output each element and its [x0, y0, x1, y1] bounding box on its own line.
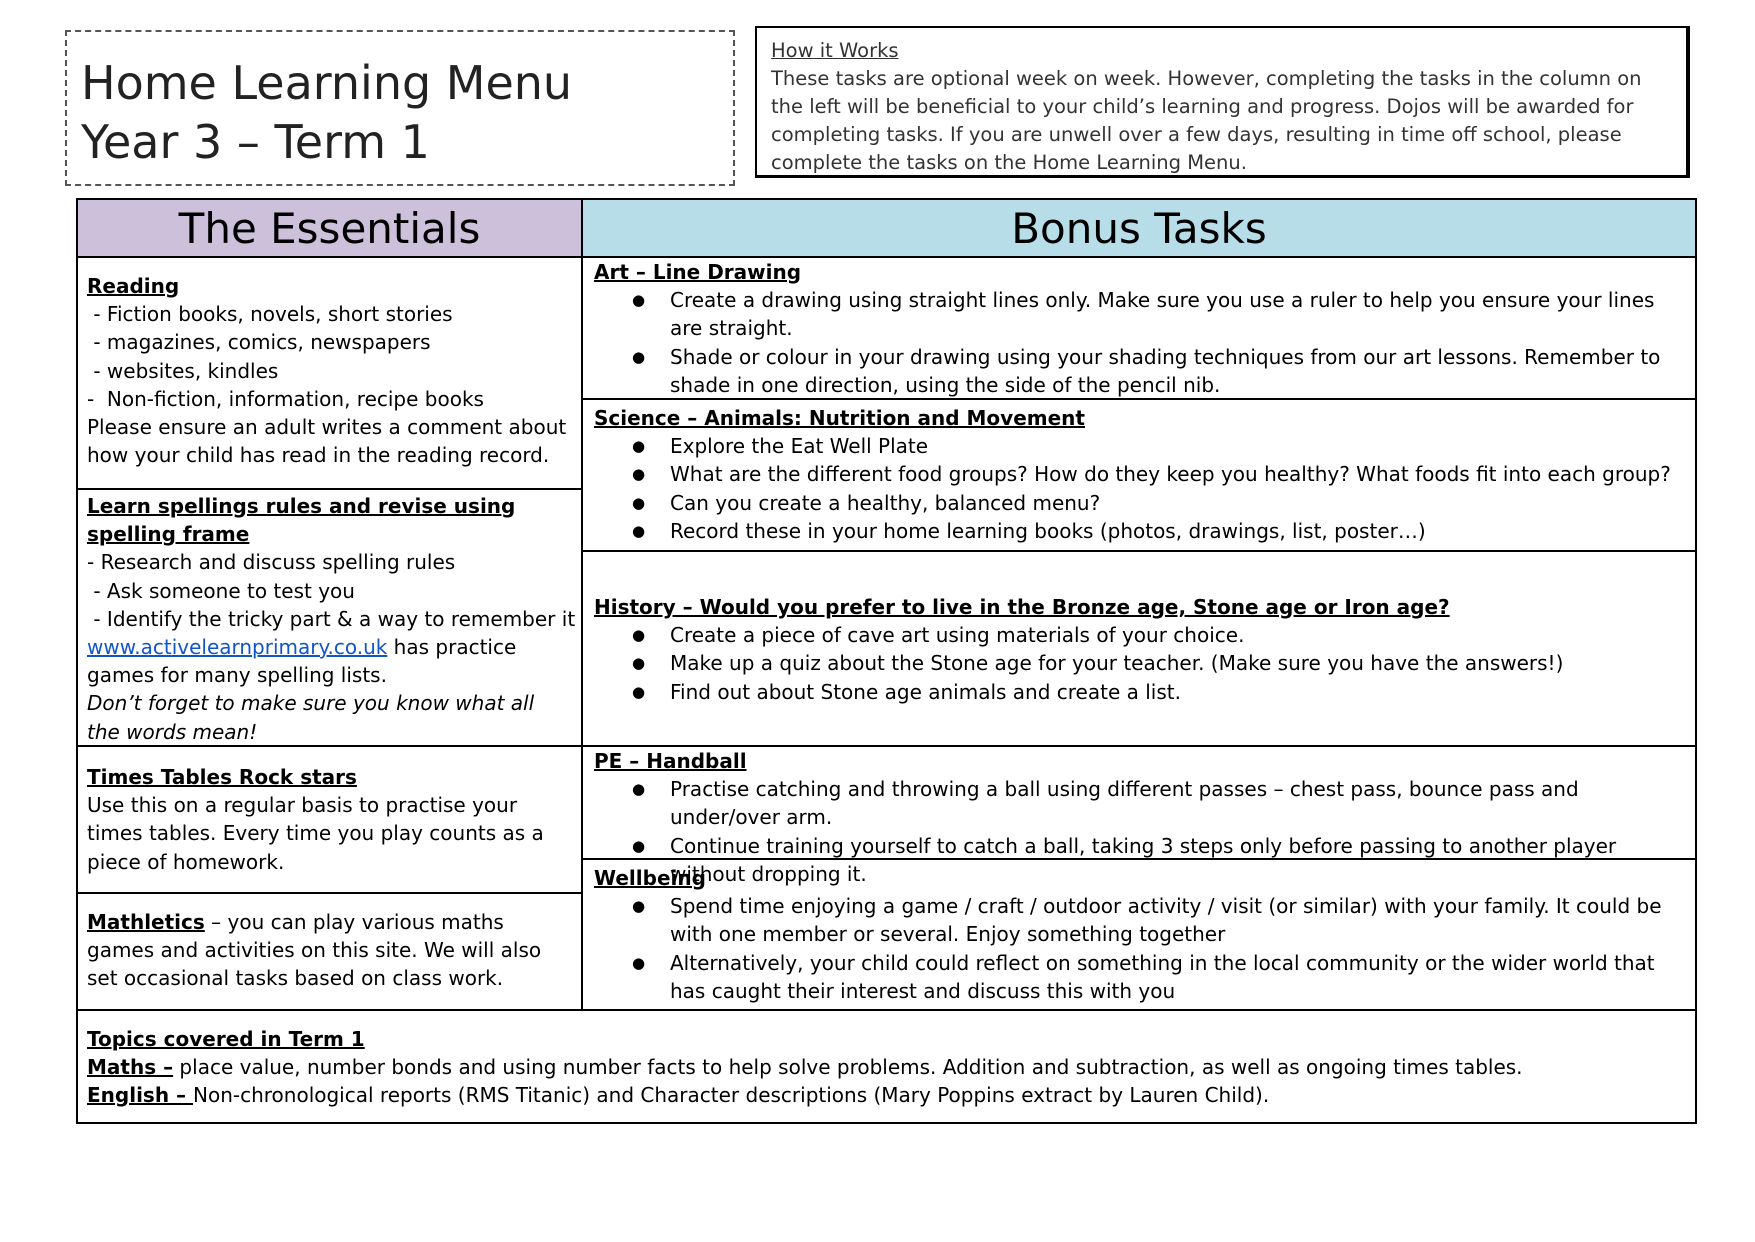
reading-note: Please ensure an adult writes a comment about how your child has read in the reading record. — [87, 415, 567, 468]
list-item: ● Alternatively, your child could reflect on something in the local community or the wider world that has caught their interest and discuss this with you — [670, 949, 1683, 1005]
history-heading: History – Would you prefer to live in the Bronze age, Stone age or Iron age? — [594, 595, 1450, 619]
science-list — [594, 432, 1683, 545]
list-item: ● Continue training yourself to catch a ball, taking 3 steps only before passing to another player without dropping it. — [670, 832, 1683, 888]
spellings-cell — [78, 490, 583, 747]
ttrs-text: Use this on a regular basis to practise your times tables. Every time you play counts as a piece of homework. — [87, 793, 544, 874]
bonus-header: Bonus Tasks — [583, 200, 1695, 258]
mathletics-paragraph — [87, 908, 573, 993]
english-label: English – — [87, 1083, 193, 1108]
list-item: ● Make up a quiz about the Stone age for your teacher. (Make sure you have the answers!) — [670, 649, 1683, 677]
maths-text: place value, number bonds and using number facts to help solve problems. Addition and subtraction, as well as ongoing times tables. — [173, 1055, 1523, 1080]
list-item: ● Practise catching and throwing a ball using different passes – chest pass, bounce pass and under/over arm. — [670, 775, 1683, 831]
how-it-works-heading: How it Works — [771, 39, 899, 62]
reading-heading: Reading — [87, 274, 180, 298]
spellings-line: - Identify the tricky part & a way to remember it — [87, 606, 576, 631]
list-item: ● Shade or colour in your drawing using your shading techniques from our art lessons. Remember to shade in one direction, using the side of the pencil nib. — [670, 343, 1683, 399]
art-list — [594, 286, 1683, 399]
topics-maths — [87, 1053, 1686, 1081]
reading-line: - websites, kindles — [87, 358, 279, 383]
art-heading: Art – Line Drawing — [594, 260, 802, 284]
ttrs-heading: Times Tables Rock stars — [87, 765, 357, 789]
page-title-line1: Home Learning Menu — [81, 56, 573, 110]
essentials-header: The Essentials — [78, 200, 583, 258]
spellings-link-paragraph — [87, 633, 573, 689]
link-suffix: has practice games for many spelling lists. — [87, 635, 517, 688]
mathletics-text: – you can play various maths games and activities on this site. We will also set occasional tasks based on class work. — [87, 910, 542, 991]
list-item: ● Can you create a healthy, balanced menu? — [670, 489, 1683, 517]
menu-table — [76, 198, 1697, 1124]
list-item: ● Explore the Eat Well Plate — [670, 432, 1683, 460]
history-cell — [583, 552, 1695, 747]
list-item: ● Create a piece of cave art using materials of your choice. — [670, 621, 1683, 649]
maths-label: Maths – — [87, 1055, 174, 1080]
wellbeing-cell — [581, 860, 1695, 1011]
art-cell — [583, 258, 1695, 400]
page-title-line2: Year 3 – Term 1 — [81, 115, 430, 169]
list-item: ● What are the different food groups? How do they keep you healthy? What foods fit into each group? — [670, 460, 1683, 488]
wellbeing-list — [594, 892, 1683, 1005]
ttrs-cell — [78, 747, 583, 894]
science-heading: Science – Animals: Nutrition and Movement — [594, 406, 1085, 430]
english-text: Non-chronological reports (RMS Titanic) and Character descriptions (Mary Poppins extract by Lauren Child). — [193, 1083, 1270, 1108]
reading-line: - magazines, comics, newspapers — [87, 330, 431, 355]
mathletics-heading: Mathletics — [87, 910, 205, 934]
reading-line: - Fiction books, novels, short stories — [87, 302, 453, 327]
topics-cell — [78, 1011, 1695, 1122]
how-it-works-box — [755, 26, 1690, 178]
reading-cell — [78, 258, 583, 490]
topics-english — [87, 1081, 1686, 1109]
list-item: ● Record these in your home learning books (photos, drawings, list, poster…) — [670, 517, 1683, 545]
list-item: ● Create a drawing using straight lines only. Make sure you use a ruler to help you ensure your lines are straight. — [670, 286, 1683, 342]
list-item: ● Find out about Stone age animals and create a list. — [670, 678, 1683, 706]
topics-heading: Topics covered in Term 1 — [87, 1027, 365, 1051]
wellbeing-heading: Wellbeing — [594, 866, 706, 890]
activelearn-link[interactable]: www.activelearnprimary.co.uk — [87, 635, 388, 660]
spellings-heading: Learn spellings rules and revise using spelling frame — [87, 494, 516, 547]
spellings-line: - Research and discuss spelling rules — [87, 550, 456, 575]
pe-heading: PE – Handball — [594, 749, 747, 773]
mathletics-cell — [78, 894, 583, 1011]
reading-line: - Non-fiction, information, recipe books — [87, 386, 484, 411]
history-list — [594, 621, 1683, 706]
how-it-works-text: These tasks are optional week on week. However, completing the tasks in the column on the left will be beneficial to your child’s learning and progress. Dojos will be awarded for completing tasks. If you are unwell over a few days, resulting in time off school, please complete the tasks on the Home Learning Menu. — [771, 67, 1642, 174]
science-cell — [583, 400, 1695, 552]
list-item: ● Spend time enjoying a game / craft / outdoor activity / visit (or similar) with your family. It could be with one member or several. Enjoy something together — [670, 892, 1683, 948]
spellings-line: - Ask someone to test you — [87, 578, 355, 603]
spellings-note: Don’t forget to make sure you know what all the words mean! — [87, 691, 535, 744]
title-box — [65, 30, 735, 186]
